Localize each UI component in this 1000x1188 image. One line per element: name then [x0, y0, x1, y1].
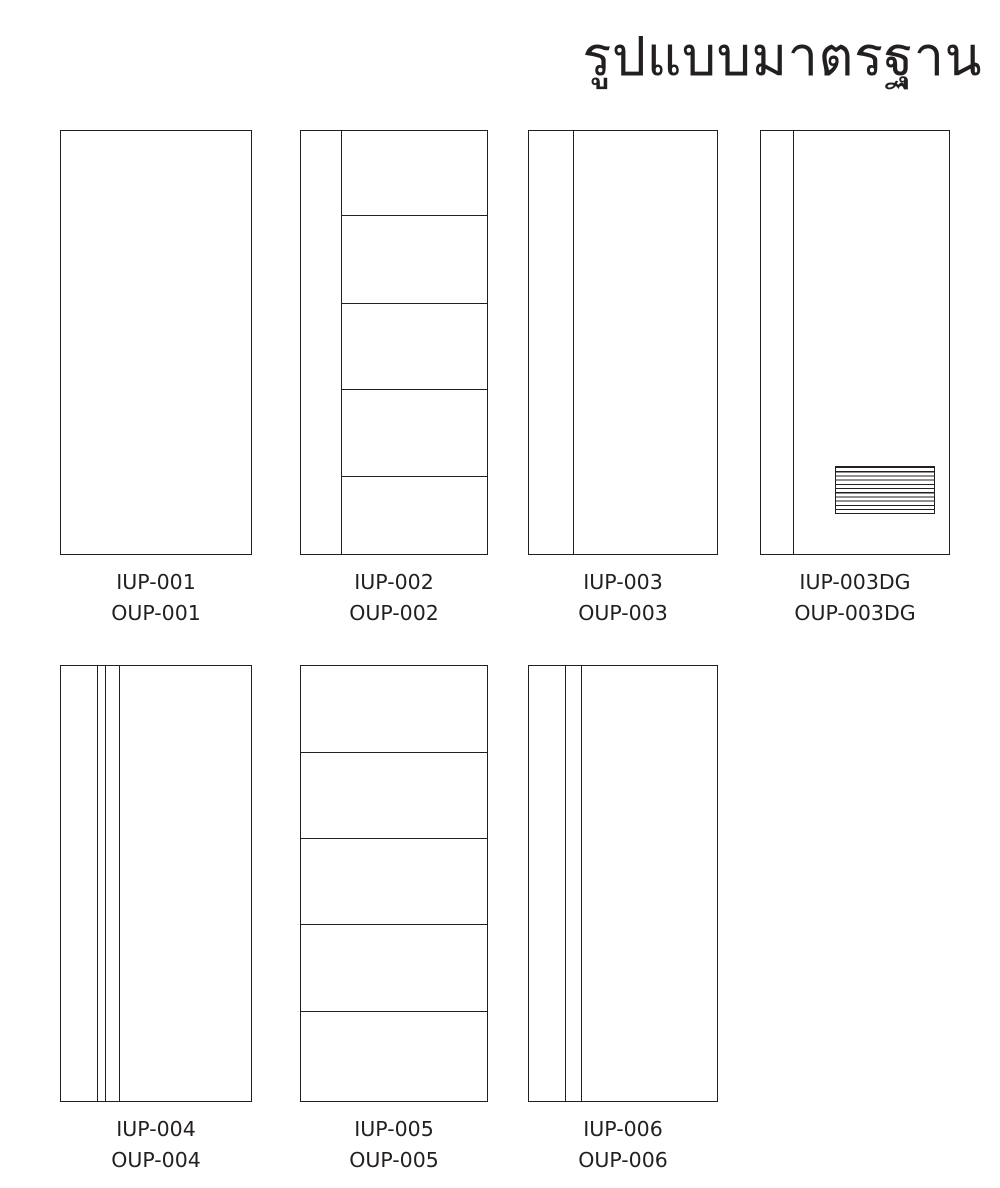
- door-panel-shape: [528, 130, 718, 555]
- door-label: OUP-003: [578, 600, 668, 625]
- panel-vertical-line: [793, 131, 794, 554]
- door-label: OUP-003DG: [794, 600, 916, 625]
- panel-horizontal-line: [301, 924, 487, 925]
- page-title: รูปแบบมาตรฐาน: [582, 25, 982, 88]
- panel-horizontal-line: [341, 389, 487, 390]
- door-label-group: [60, 567, 252, 629]
- panel-vertical-line: [565, 666, 566, 1101]
- door-panel-shape: [760, 130, 950, 555]
- panel-vertical-line: [573, 131, 574, 554]
- door-label: IUP-001: [116, 570, 196, 594]
- door-label: OUP-005: [349, 1147, 439, 1172]
- door-label: IUP-003: [583, 570, 663, 594]
- door-row: [0, 130, 1000, 650]
- panel-vertical-line: [581, 666, 582, 1101]
- door-label-group: [528, 567, 718, 629]
- door-label: OUP-006: [578, 1147, 668, 1172]
- door-label: IUP-004: [116, 1117, 196, 1141]
- door-iup-001: [60, 130, 252, 629]
- door-label-group: [300, 1114, 488, 1176]
- door-iup-006: [528, 665, 718, 1176]
- panel-horizontal-line: [301, 1011, 487, 1012]
- door-iup-004: [60, 665, 252, 1176]
- door-row: [0, 665, 1000, 1185]
- door-panel-shape: [60, 665, 252, 1102]
- door-panel-shape: [300, 665, 488, 1102]
- door-iup-002: [300, 130, 488, 629]
- door-label-group: [300, 567, 488, 629]
- ventilation-grille-icon: [835, 466, 935, 514]
- door-label-group: [60, 1114, 252, 1176]
- door-label: OUP-004: [111, 1147, 201, 1172]
- panel-horizontal-line: [301, 838, 487, 839]
- panel-horizontal-line: [341, 476, 487, 477]
- door-label: IUP-003DG: [799, 570, 911, 594]
- door-iup-003dg: [760, 130, 950, 629]
- door-label-group: [760, 567, 950, 629]
- door-label-group: [528, 1114, 718, 1176]
- panel-horizontal-line: [341, 215, 487, 216]
- door-iup-003: [528, 130, 718, 629]
- panel-horizontal-line: [341, 303, 487, 304]
- door-panel-shape: [528, 665, 718, 1102]
- panel-vertical-line: [105, 666, 106, 1101]
- panel-vertical-line: [97, 666, 98, 1101]
- door-label: OUP-001: [111, 600, 201, 625]
- door-panel-shape: [60, 130, 252, 555]
- door-label: IUP-002: [354, 570, 434, 594]
- panel-horizontal-line: [301, 752, 487, 753]
- door-panel-shape: [300, 130, 488, 555]
- door-iup-005: [300, 665, 488, 1176]
- panel-vertical-line: [341, 131, 342, 554]
- door-label: OUP-002: [349, 600, 439, 625]
- door-label: IUP-005: [354, 1117, 434, 1141]
- panel-vertical-line: [119, 666, 120, 1101]
- door-label: IUP-006: [583, 1117, 663, 1141]
